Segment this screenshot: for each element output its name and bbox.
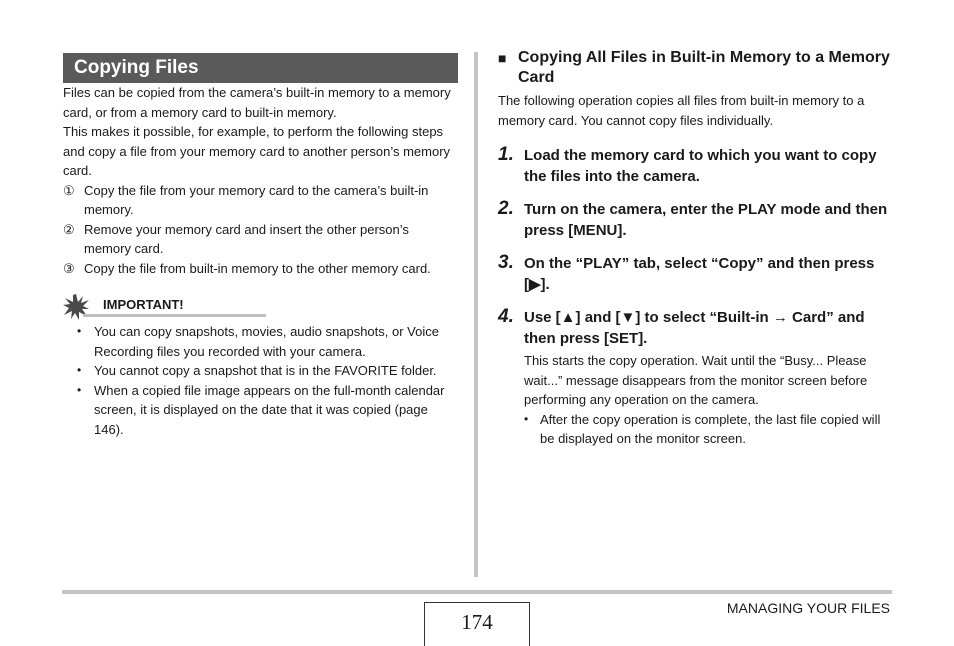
bullet-text: After the copy operation is complete, the last file copied will be displayed on the monitor screen. (540, 411, 881, 446)
list-item (524, 410, 890, 449)
step-number: 3. (498, 252, 514, 273)
subsection-heading-text: Copying All Files in Built-in Memory to a Memory Card (518, 49, 890, 86)
circled-number: ③ (63, 260, 75, 276)
list-item (63, 322, 458, 361)
bullet-text: When a copied file image appears on the full-month calendar screen, it is displayed on the date that it was copied (page 146). (94, 382, 445, 437)
footer-divider (62, 590, 892, 594)
intro-paragraph-2: This makes it possible, for example, to perform the following steps and copy a file from your memory card to another person’s memory card. (63, 124, 451, 178)
left-column (63, 53, 458, 439)
numbered-item (63, 259, 458, 279)
step-item (498, 253, 890, 295)
numbered-item-text: Remove your memory card and insert the other person’s memory card. (84, 221, 409, 256)
right-column (498, 48, 890, 461)
numbered-item-text: Copy the file from your memory card to the camera’s built-in memory. (84, 182, 429, 217)
intro-paragraph-1: Files can be copied from the camera’s built-in memory to a memory card, or from a memory card to built-in memory. (63, 85, 451, 120)
step-number: 4. (498, 306, 514, 327)
step-number: 1. (498, 144, 514, 165)
step-note: This starts the copy operation. Wait until the “Busy... Please wait...” message disappears from the monitor screen before performing any operation on the camera. (524, 353, 868, 407)
important-label: IMPORTANT! (103, 297, 184, 312)
steps-list (498, 145, 890, 449)
section-title: Copying Files (63, 53, 458, 83)
subsection-intro: The following operation copies all files from built-in memory to a memory card. You cannot copy files individually. (498, 93, 865, 128)
step-text: Use [▲] and [▼] to select “Built-in → Card” and then press [SET]. (524, 309, 865, 347)
step-item (498, 145, 890, 187)
bullet-icon: • (77, 382, 82, 397)
bullet-icon: • (77, 324, 82, 338)
square-bullet-icon: ■ (498, 50, 507, 66)
subsection-heading (498, 48, 890, 88)
circled-number: ② (63, 221, 75, 237)
bullet-icon: • (524, 411, 529, 426)
step-text: Turn on the camera, enter the PLAY mode and then press [MENU]. (524, 201, 888, 239)
column-divider (474, 52, 478, 577)
bullet-text: You cannot copy a snapshot that is in the FAVORITE folder. (94, 363, 437, 378)
important-callout (63, 296, 458, 322)
step-number: 2. (498, 198, 514, 219)
numbered-item (63, 181, 458, 220)
bullet-icon: • (77, 363, 82, 377)
important-bullets (63, 322, 458, 439)
step-text: Load the memory card to which you want to copy the files into the camera. (524, 147, 877, 185)
list-item (63, 381, 458, 440)
step-text: On the “PLAY” tab, select “Copy” and then press [▶]. (524, 255, 875, 293)
step-item (498, 307, 890, 449)
numbered-steps-list (63, 181, 458, 279)
numbered-item (63, 220, 458, 259)
bullet-text: You can copy snapshots, movies, audio snapshots, or Voice Recording files you recorded with your camera. (94, 324, 439, 359)
page-number: 174 (424, 602, 530, 646)
footer-section-label: MANAGING YOUR FILES (726, 600, 890, 616)
important-underline (83, 314, 266, 317)
step-item (498, 199, 890, 241)
numbered-item-text: Copy the file from built-in memory to the other memory card. (84, 260, 431, 276)
circled-number: ① (63, 182, 75, 198)
list-item (63, 361, 458, 381)
